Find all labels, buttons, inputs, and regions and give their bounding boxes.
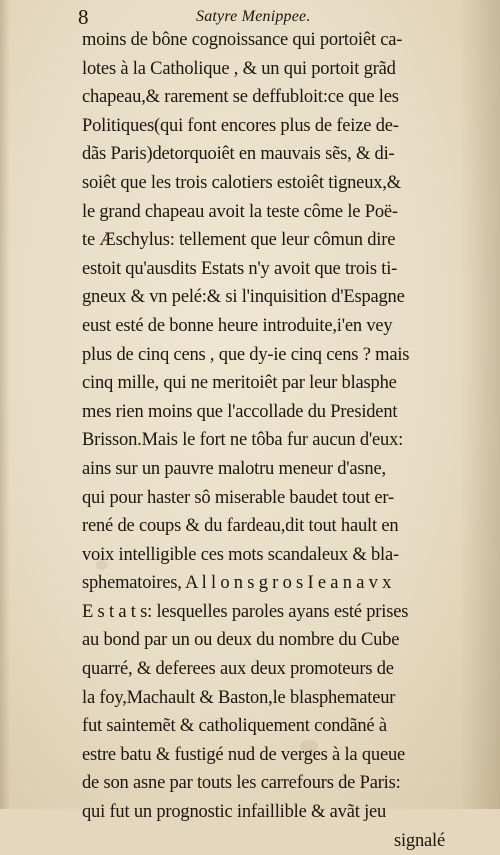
text-line: dãs Paris)detorquoiêt en mauvais sẽs, & di-	[82, 144, 395, 165]
text-line: le grand chapeau avoit la teste côme le Poë-	[82, 201, 398, 222]
text-line: qui pour haster sô miserable baudet tout er-	[82, 487, 394, 508]
text-line: Brisson.Mais le fort ne tôba fur aucun d'eux:	[82, 430, 404, 451]
text-line: la foy,Machault & Baston,le blasphemateur	[82, 687, 396, 708]
text-line: estre batu & fustigé nud de verges à la queue	[82, 744, 406, 765]
text-line: Politiques(qui font encores plus de feize de-	[82, 115, 399, 136]
text-line: chapeau,& rarement se deffubloit:ce que les	[82, 87, 399, 108]
catchword: signalé	[393, 830, 445, 851]
text-line: voix intelligible ces mots scandaleux & bla-	[82, 544, 399, 565]
body-text	[82, 26, 467, 855]
page-left-edge	[0, 0, 10, 809]
text-line: E s t a t s: lesquelles paroles ayans esté prises	[82, 601, 409, 622]
text-line: de son asne par touts les carrefours de Paris:	[82, 773, 401, 794]
text-line: rené de coups & du fardeau,dit tout hault en	[82, 516, 399, 537]
text-line: qui fut un prognostic infaillible & avãt jeu	[82, 802, 387, 823]
text-line: cinq mille, qui ne meritoiêt par leur blasphe	[82, 373, 397, 394]
text-line: mes rien moins que l'accollade du President	[82, 401, 398, 422]
text-line: sphematoires, A l l o n s g r o s I e a n a v x	[82, 573, 392, 594]
text-line: lotes à la Catholique , & un qui portoit grãd	[82, 58, 396, 79]
text-line: soiêt que les trois calotiers estoiêt tigneux,&	[82, 172, 401, 193]
running-title: Satyre Menippee.	[196, 8, 311, 25]
text-line: fut saintemẽt & catholiquement condãné à	[82, 716, 387, 737]
text-line: moins de bône cognoissance qui portoiêt ca-	[82, 30, 403, 50]
text-line: te Æschylus: tellement que leur cômun dire	[82, 230, 396, 251]
text-line: gneux & vn pelé:& si l'inquisition d'Espagne	[82, 287, 405, 308]
page-number: 8	[78, 5, 89, 29]
text-line: plus de cinq cens , que dy-ie cinq cens ? mais	[82, 344, 410, 365]
text-line: ains sur un pauvre malotru meneur d'asne,	[82, 458, 386, 479]
text-line: au bond par un ou deux du nombre du Cube	[82, 630, 400, 651]
text-line: quarré, & deferees aux deux promoteurs de	[82, 659, 394, 680]
text-line: estoit qu'ausdits Estats n'y avoit que trois ti-	[82, 258, 398, 279]
text-line: eust esté de bonne heure introduite,i'en vey	[82, 315, 393, 336]
